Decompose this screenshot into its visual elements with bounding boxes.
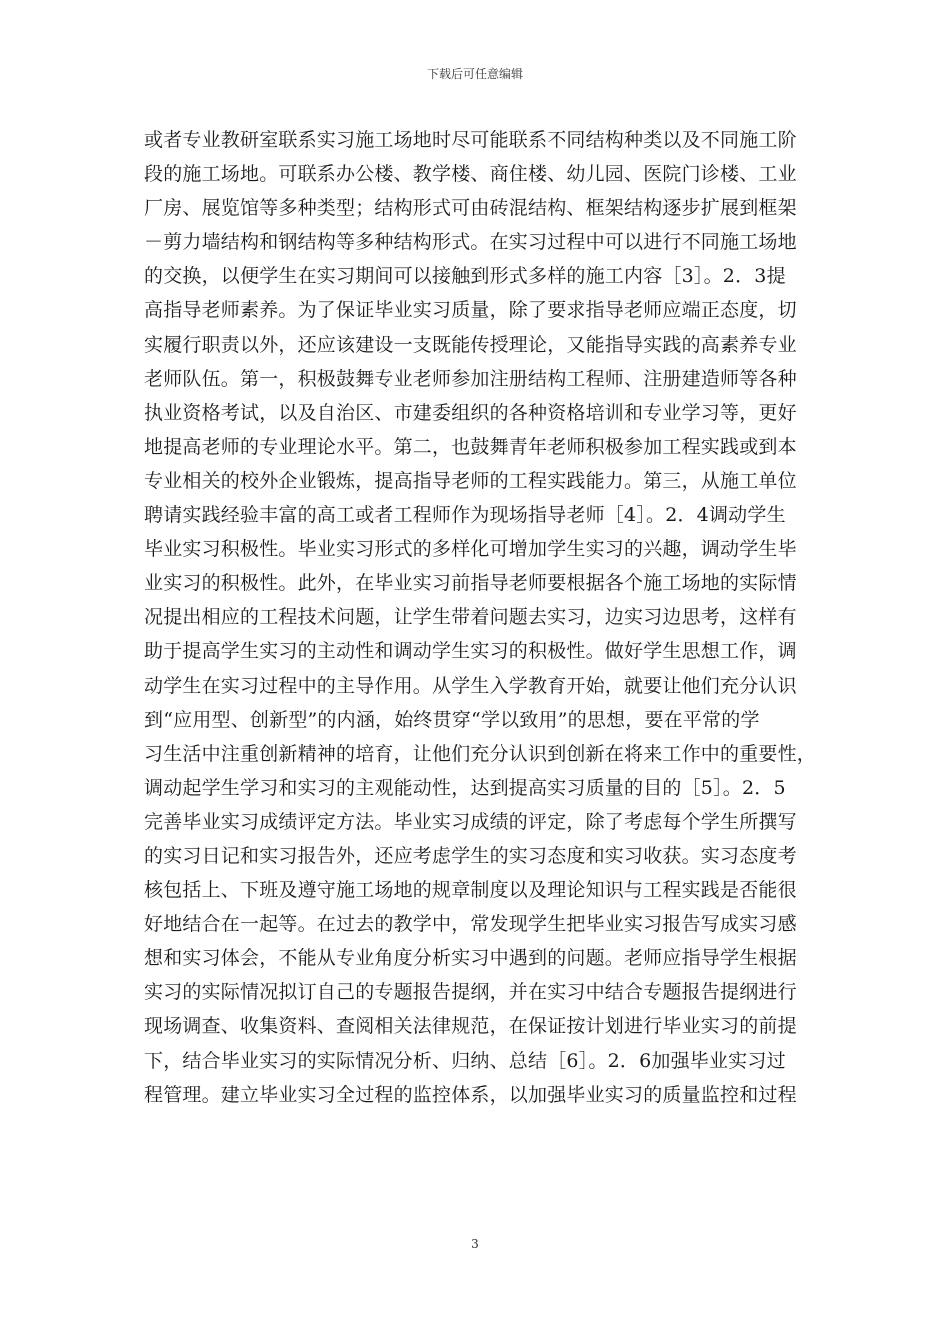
text-line: －剪力墙结构和钢结构等多种结构形式。在实习过程中可以进行不同施工场地 [144,231,797,254]
text-line: 动学生在实习过程中的主导作用。从学生入学教育开始，就要让他们充分认识 [144,674,797,697]
text-line: 段的施工场地。可联系办公楼、教学楼、商住楼、幼儿园、医院门诊楼、工业 [144,163,797,186]
text-line: 聘请实践经验丰富的高工或者工程师作为现场指导老师［4］。2．4调动学生 [144,504,786,527]
text-line: 程管理。建立毕业实习全过程的监控体系，以加强毕业实习的质量监控和过程 [144,1083,797,1106]
page-number: 3 [471,1237,479,1251]
page-header: 下载后可任意编辑 [426,67,523,81]
body-paragraph [144,123,817,1112]
text-line: 实履行职责以外，还应该建设一支既能传授理论，又能指导实践的高素养专业 [144,333,797,356]
text-line: 毕业实习积极性。毕业实习形式的多样化可增加学生实习的兴趣，调动学生毕 [144,538,797,561]
text-line: 助于提高学生实习的主动性和调动学生实习的积极性。做好学生思想工作，调 [144,640,797,663]
text-line: 执业资格考试，以及自治区、市建委组织的各种资格培训和专业学习等，更好 [144,401,797,424]
text-line: 核包括上、下班及遵守施工场地的规章制度以及理论知识与工程实践是否能很 [144,879,797,902]
text-line: 的实习日记和实习报告外，还应考虑学生的实习态度和实习收获。实习态度考 [144,844,797,867]
text-line: 习生活中注重创新精神的培育，让他们充分认识到创新在将来工作中的重要性， [144,742,817,765]
text-line: 专业相关的校外企业锻炼，提高指导老师的工程实践能力。第三，从施工单位 [144,469,797,492]
text-line: 况提出相应的工程技术问题，让学生带着问题去实习，边实习边思考，这样有 [144,606,797,629]
text-line: 完善毕业实习成绩评定方法。毕业实习成绩的评定，除了考虑每个学生所撰写 [144,810,797,833]
text-line: 业实习的积极性。此外，在毕业实习前指导老师要根据各个施工场地的实际情 [144,572,797,595]
text-line: 高指导老师素养。为了保证毕业实习质量，除了要求指导老师应端正态度，切 [144,299,797,322]
text-line: 想和实习体会，不能从专业角度分析实习中遇到的问题。老师应指导学生根据 [144,947,797,970]
text-line: 或者专业教研室联系实习施工场地时尽可能联系不同结构种类以及不同施工阶 [144,129,797,151]
text-line: 调动起学生学习和实习的主观能动性，达到提高实习质量的目的［5］。2．5 [144,776,786,799]
text-line: 老师队伍。第一，积极鼓舞专业老师参加注册结构工程师、注册建造师等各种 [144,367,797,390]
text-line: 实习的实际情况拟订自己的专题报告提纲，并在实习中结合专题报告提纲进行 [144,981,797,1004]
text-line: 的交换，以便学生在实习期间可以接触到形式多样的施工内容［3］。2．3提 [144,265,786,288]
text-line: 好地结合在一起等。在过去的教学中，常发现学生把毕业实习报告写成实习感 [144,913,797,936]
text-line: 厂房、展览馆等多种类型；结构形式可由砖混结构、框架结构逐步扩展到框架 [144,197,797,220]
text-line: 下，结合毕业实习的实际情况分析、归纳、总结［6］。2．6加强毕业实习过 [144,1049,786,1072]
text-line: 到“应用型、创新型”的内涵，始终贯穿“学以致用”的思想，要在平常的学 [144,708,760,731]
text-line: 地提高老师的专业理论水平。第二，也鼓舞青年老师积极参加工程实践或到本 [144,435,797,458]
text-line: 现场调查、收集资料、查阅相关法律规范，在保证按计划进行毕业实习的前提 [144,1015,797,1038]
